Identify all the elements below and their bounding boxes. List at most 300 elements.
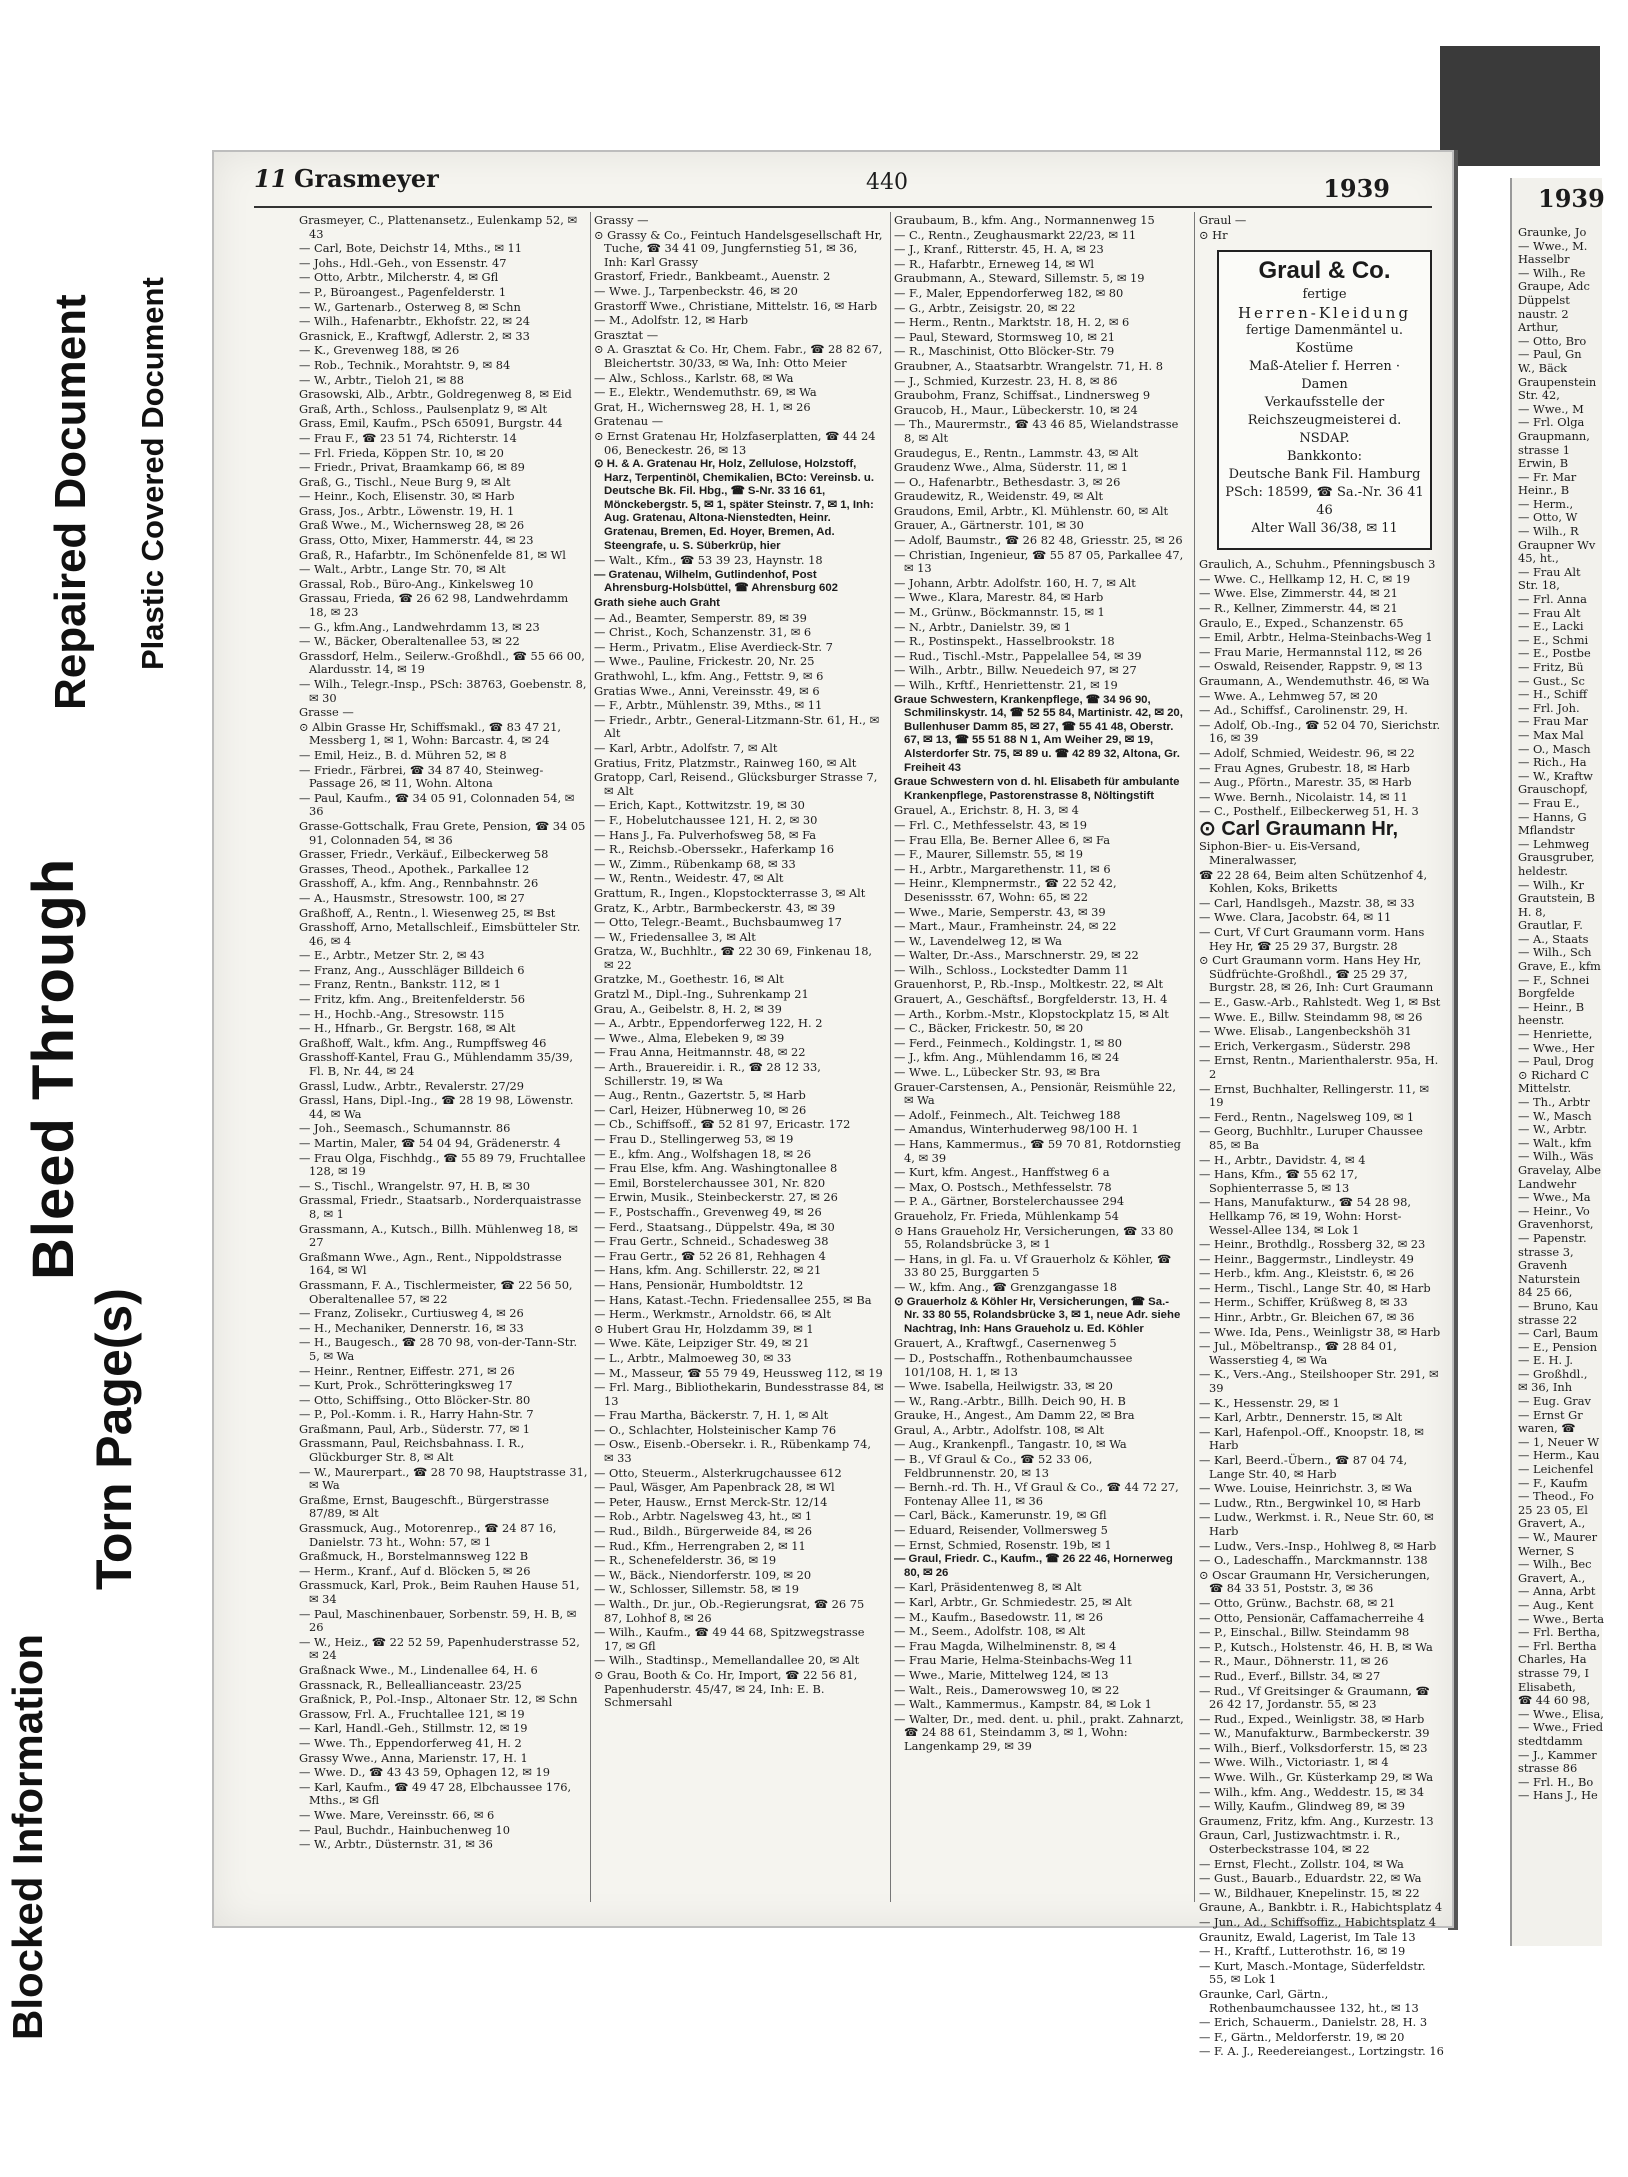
adjacent-page-line: — Frau Alt	[1518, 605, 1581, 620]
directory-entry: — A., Hausmstr., Stresowstr. 100, ✉ 27	[299, 890, 525, 905]
directory-entry: — Christian, Ingenieur, ☎ 55 87 05, Parkallee 47, ✉ 13	[894, 547, 1184, 576]
directory-entry: — Rud., Exped., Weinligstr. 38, ✉ Harb	[1199, 1711, 1425, 1726]
directory-entry: — K., Grevenweg 188, ✉ 26	[299, 343, 460, 358]
directory-entry: — Wwe. Käte, Leipziger Str. 49, ✉ 21	[594, 1336, 810, 1351]
directory-entry: — W., Manufakturw., Barmbeckerstr. 39	[1199, 1726, 1430, 1741]
directory-entry: Grasshoff, A., kfm. Ang., Rennbahnstr. 26	[299, 876, 539, 891]
adjacent-page-line: Hasselbr	[1518, 252, 1570, 267]
adjacent-page-line: — Wilh., Wäs	[1518, 1149, 1594, 1164]
advertisement-box	[1217, 250, 1432, 550]
directory-entry: Grassl, Hans, Dipl.-Ing., ☎ 28 19 98, Löwenstr. 44, ✉ Wa	[299, 1093, 574, 1121]
directory-entry: — Ernst, Rentn., Marienthalerstr. 95a, H. 2	[1199, 1053, 1439, 1081]
directory-entry: Graß, R., Hafarbtr., Im Schönenfelde 81, ✉ Wl	[299, 547, 566, 562]
adjacent-page-line: — Bruno, Kau	[1518, 1298, 1599, 1313]
adjacent-page-line: ✉ 36, Inh	[1518, 1380, 1573, 1395]
directory-entry: — F., Maurer, Sillemstr. 55, ✉ 19	[894, 847, 1083, 862]
directory-entry: — F., Gärtn., Meldorferstr. 19, ✉ 20	[1199, 2029, 1405, 2044]
directory-entry: Grauer, A., Gärtnerstr. 101, ✉ 30	[894, 518, 1084, 533]
directory-entry: — Wilh., Arbtr., Billw. Neuedeich 97, ✉ 27	[894, 663, 1137, 678]
directory-entry: — R., Maur., Döhnerstr. 11, ✉ 26	[1199, 1654, 1389, 1669]
adjacent-page-line: 45, ht.,	[1518, 551, 1559, 566]
directory-entry: Grasowski, Alb., Arbtr., Goldregenweg 8, ✉ Eid	[299, 387, 572, 402]
directory-entry: — Fritz, kfm. Ang., Breitenfelderstr. 56	[299, 992, 525, 1007]
directory-entry: — Frau Anna, Heitmannstr. 48, ✉ 22	[594, 1045, 806, 1060]
directory-entry: Graßme, Ernst, Baugeschft., Bürgerstrasse 87/89, ✉ Alt	[299, 1492, 549, 1521]
directory-entry: Graudegus, E., Rentn., Lammstr. 43, ✉ Alt	[894, 445, 1139, 460]
directory-entry: — Wwe. Elisab., Langenbeckshöh 31	[1199, 1024, 1412, 1039]
directory-entry: — Heinr., Baggermstr., Lindleystr. 49	[1199, 1251, 1414, 1266]
directory-entry: — O., Hafenarbtr., Bethesdastr. 3, ✉ 26	[894, 474, 1121, 489]
directory-entry: — Joh., Seemasch., Schumannstr. 86	[299, 1121, 511, 1136]
adjacent-page-line: — H., Schiff	[1518, 687, 1588, 702]
directory-entry: Graßnick, P., Pol.-Insp., Altonaer Str. 12, ✉ Schn	[299, 1692, 578, 1707]
directory-entry: ⊙ A. Grasztat & Co. Hr, Chem. Fabr., ☎ 28 82 67, Bleichertstr. 30/33, ✉ Wa, Inh: Otto Meier	[594, 342, 883, 370]
adjacent-page-line: — Paul, Drog	[1518, 1054, 1594, 1069]
directory-entry: — Ernst, Flecht., Zollstr. 104, ✉ Wa	[1199, 1856, 1404, 1871]
adjacent-page-line: — Th., Arbtr	[1518, 1095, 1590, 1109]
directory-entry: — Mart., Maur., Framheinstr. 24, ✉ 22	[894, 919, 1117, 934]
directory-entry: — Frau D., Stellingerweg 53, ✉ 19	[594, 1132, 794, 1146]
directory-entry: — Wwe. Clara, Jacobstr. 64, ✉ 11	[1199, 910, 1392, 925]
directory-entry: Grassy Wwe., Anna, Marienstr. 17, H. 1	[299, 1750, 528, 1765]
adjacent-page-line: — Heinr., B	[1518, 999, 1585, 1014]
directory-entry: — Ernst, Schmied, Rosenstr. 19b, ✉ 1	[894, 1537, 1112, 1552]
directory-entry: — Otto, Telegr.-Beamt., Buchsbaumweg 17	[594, 915, 842, 930]
adjacent-page-line: — Fr. Mar	[1518, 469, 1577, 484]
directory-entry: Grass, Emil, Kaufm., PSch 65091, Burgstr. 44	[299, 416, 563, 431]
adjacent-page-line: Arthur,	[1518, 320, 1559, 335]
directory-entry: Gratopp, Carl, Reisend., Glücksburger Strasse 7, ✉ Alt	[594, 770, 878, 798]
directory-entry: ⊙ Grau, Booth & Co. Hr, Import, ☎ 22 56 81, Papenhuderstr. 45/47, ✉ 24, Inh: E. B. Schmersahl	[594, 1667, 858, 1710]
directory-entry: Graubohm, Franz, Schiffsat., Lindnersweg 9	[894, 388, 1151, 403]
directory-entry: Grassnack, R., Belleallianceastr. 23/25	[299, 1677, 522, 1692]
directory-entry: — Otto, Grünw., Bachstr. 68, ✉ 21	[1199, 1595, 1396, 1610]
directory-entry: — Rud., Everf., Billstr. 34, ✉ 27	[1199, 1668, 1381, 1683]
directory-entry: — H., Hochb.-Ang., Stresowstr. 115	[299, 1006, 505, 1021]
directory-entry: — Heinr., Brothdlg., Rossberg 32, ✉ 23	[1199, 1237, 1426, 1252]
directory-entry: — H., Mechaniker, Dennerstr. 16, ✉ 33	[299, 1320, 524, 1335]
adjacent-page-line: — Frl. Anna	[1518, 592, 1587, 607]
directory-entry: — Jun., Ad., Schiffsoffiz., Habichtsplatz 4	[1199, 1915, 1437, 1929]
directory-entry: — W., kfm. Ang., ☎ Grenzgangasse 18	[894, 1279, 1117, 1294]
directory-entry: — Rud., Vf Greitsinger & Graumann, ☎ 26 42 17, Jordanstr. 55, ✉ 23	[1199, 1683, 1430, 1712]
adjacent-page-line: Gravert, A.,	[1518, 1516, 1586, 1531]
directory-entry: Graueholz, Fr. Frieda, Mühlenkamp 54	[894, 1208, 1119, 1223]
adjacent-page-fragment	[1510, 178, 1605, 1946]
directory-entry: — Friedr., Privat, Braamkamp 66, ✉ 89	[299, 460, 525, 475]
directory-entry: — O., Schlachter, Holsteinischer Kamp 76	[594, 1422, 837, 1437]
directory-entry: — Ludw., Rtn., Bergwinkel 10, ✉ Harb	[1199, 1495, 1421, 1510]
adjacent-page-line: Grauschopf,	[1518, 782, 1588, 797]
adjacent-page-line: — Herm.,	[1518, 496, 1574, 511]
directory-entry: Graue Schwestern, Krankenpflege, ☎ 34 96 90, Schmilinskystr. 14, ☎ 52 55 84, Martinistr. 42, ✉ 20, Bullenhuser Damm 85, ✉ 27, ☎ 55 41 48, Oberstr. 67, ✉ 13, ☎ 55 51 88 N 1, Am Weiher 29, ✉ 19, Alsterdorfer Str. 75, ✉ 89 u. ☎ 42 89 32, Altona, Gr. Freiheit 43	[894, 693, 1183, 774]
adjacent-page-line: — Wilh., Re	[1518, 265, 1586, 280]
directory-entry: Graumann, A., Wendemuthstr. 46, ✉ Wa	[1199, 673, 1430, 688]
adjacent-page-line: strasse 3,	[1518, 1244, 1574, 1259]
directory-entry: — Frau Olga, Fischhdg., ☎ 55 89 79, Fruchtallee 128, ✉ 19	[299, 1150, 586, 1179]
directory-entry: — Aug., Rentn., Gazertstr. 5, ✉ Harb	[594, 1088, 806, 1103]
adjacent-page-line: heldestr.	[1518, 863, 1568, 878]
directory-entry: Gratza, W., Buchhltr., ☎ 22 30 69, Finkenau 18, ✉ 22	[594, 944, 873, 972]
adjacent-page-line: — A., Staats	[1518, 931, 1589, 946]
directory-entry: — Aug., Krankenpfl., Tangastr. 10, ✉ Wa	[894, 1437, 1127, 1452]
directory-entry: — W., Bildhauer, Knepelinstr. 15, ✉ 22	[1199, 1885, 1420, 1900]
adjacent-page-line: — F., Kaufm	[1518, 1475, 1588, 1490]
directory-entry: — Kurt, kfm. Angest., Hanffstweg 6 a	[894, 1165, 1110, 1180]
directory-entry: — P., Kutsch., Holstenstr. 46, H. B, ✉ Wa	[1199, 1639, 1433, 1654]
adjacent-page-line: Graupenstein	[1518, 374, 1597, 389]
directory-entry: — Wwe. Isabella, Heilwigstr. 33, ✉ 20	[894, 1379, 1113, 1394]
directory-entry: Grassmann, Paul, Reichsbahnass. I. R., Glückburger Str. 8, ✉ Alt	[299, 1436, 525, 1465]
adjacent-page-line: Elisabeth,	[1518, 1679, 1576, 1694]
directory-entry: — Willy, Kaufm., Glindweg 89, ✉ 39	[1199, 1799, 1405, 1814]
directory-entry: Grasse —	[299, 705, 354, 720]
directory-entry: Gratzke, M., Goethestr. 16, ✉ Alt	[594, 972, 784, 987]
directory-entry: — Franz, Ang., Ausschläger Billdeich 6	[299, 962, 525, 977]
adjacent-page-line: — Wilh., R	[1518, 524, 1579, 539]
directory-entry: Graßhoff, Walt., kfm. Ang., Rumpffsweg 46	[299, 1035, 547, 1050]
directory-entry: — Wwe. D., ☎ 43 43 59, Ophagen 12, ✉ 19	[299, 1765, 550, 1780]
directory-entry: Graß, G., Tischl., Neue Burg 9, ✉ Alt	[299, 474, 511, 489]
directory-entry: — Otto, Steuerm., Alsterkrugchaussee 612	[594, 1465, 842, 1480]
directory-entry: Graumenz, Fritz, kfm. Ang., Kurzestr. 13	[1199, 1813, 1434, 1828]
adjacent-page-line: — Lehmweg	[1518, 836, 1590, 851]
directory-entry: — Karl, Arbtr., Gr. Schmiedestr. 25, ✉ Alt	[894, 1595, 1132, 1609]
directory-entry: — Max, O. Postsch., Methfesselstr. 78	[894, 1179, 1112, 1194]
directory-entry: — Erich, Schauerm., Danielstr. 28, H. 3	[1199, 2015, 1428, 2030]
adjacent-page-line: — Leichenfel	[1518, 1462, 1594, 1477]
directory-entry: Gratenau —	[594, 414, 664, 429]
directory-entry: — Th., Maurermstr., ☎ 43 46 85, Wielandstrasse 8, ✉ Alt	[894, 417, 1179, 445]
directory-entry: — Cb., Schiffsoff., ☎ 52 81 97, Ericastr. 172	[594, 1117, 851, 1132]
directory-entry: — Wwe. C., Hellkamp 12, H. C, ✉ 19	[1199, 571, 1411, 586]
column-4-top	[1199, 214, 1444, 242]
column-4-list	[1199, 558, 1444, 2059]
directory-entry: — Frl. Frieda, Köppen Str. 10, ✉ 20	[299, 445, 504, 460]
side-label-torn: Torn Page(s)	[86, 1288, 142, 1590]
directory-entry: — Karl, Handl.-Geh., Stillmstr. 12, ✉ 19	[299, 1721, 528, 1736]
directory-entry: — Emil, Heiz., B. d. Mühren 52, ✉ 8	[299, 747, 507, 762]
adjacent-page-line: — Herm., Kau	[1518, 1448, 1600, 1463]
directory-entry: — Frau Gertr., Schneid., Schadesweg 38	[594, 1234, 829, 1249]
directory-entry: — Heinr., Klempnermstr., ☎ 22 52 42, Desenissstr. 67, Wohn: 65, ✉ 22	[894, 876, 1117, 904]
adjacent-page-line: — Großhdl.,	[1518, 1366, 1588, 1381]
directory-entry: — Wwe. Bernh., Nicolaistr. 14, ✉ 11	[1199, 789, 1408, 804]
directory-entry: — Frau Martha, Bäckerstr. 7, H. 1, ✉ Alt	[594, 1408, 829, 1423]
ad-line: Maß-Atelier f. Herren · Damen	[1249, 359, 1400, 393]
adjacent-page-line: — E., Pension	[1518, 1339, 1598, 1354]
directory-entry: — Frau Ella, Be. Berner Allee 6, ✉ Fa	[894, 832, 1110, 847]
adjacent-page-line: — Paul, Gn	[1518, 347, 1582, 362]
directory-entry: — W., Bäcker, Oberaltenallee 53, ✉ 22	[299, 634, 520, 649]
directory-entry: — Wwe. L., Lübecker Str. 93, ✉ Bra	[894, 1065, 1101, 1080]
directory-entry: — Wilh., Telegr.-Insp., PSch: 38763, Goebenstr. 8, ✉ 30	[299, 677, 587, 705]
directory-entry: — Kurt, Masch.-Montage, Süderfeldstr. 55, ✉ Lok 1	[1199, 1958, 1426, 1987]
directory-entry: — Ferd., Feinmech., Koldingstr. 1, ✉ 80	[894, 1035, 1123, 1050]
directory-entry: ⊙ Hubert Grau Hr, Holzdamm 39, ✉ 1	[594, 1321, 814, 1336]
directory-entry: Graun, Carl, Justizwachtmstr. i. R., Osterbeckstrasse 104, ✉ 22	[1199, 1828, 1401, 1857]
directory-entry: — Herm., Werkmstr., Arnoldstr. 66, ✉ Alt	[594, 1307, 831, 1322]
directory-entry: — Paul, Buchdr., Hainbuchenweg 10	[299, 1822, 510, 1837]
directory-entry: — Aug., Pförtn., Marestr. 35, ✉ Harb	[1199, 775, 1412, 790]
header-letter: 11	[254, 164, 288, 193]
directory-entry: — D., Postschaffn., Rothenbaumchaussee 101/108, H. 1, ✉ 13	[894, 1350, 1133, 1379]
directory-entry: Grass, Jos., Arbtr., Löwenstr. 19, H. 1	[299, 503, 515, 518]
adjacent-page-line: heenstr.	[1518, 1013, 1565, 1028]
directory-entry: — R., Maschinist, Otto Blöcker-Str. 79	[894, 344, 1115, 359]
directory-entry: — Wilh., Stadtinsp., Memellandallee 20, ✉ Alt	[594, 1653, 860, 1668]
directory-entry: — Erich, Verkergasm., Süderstr. 298	[1199, 1038, 1411, 1053]
adjacent-page-line: ☎ 44 60 98,	[1518, 1693, 1591, 1708]
directory-entry: — Kurt, Prok., Schrötteringksweg 17	[299, 1378, 513, 1393]
adjacent-page-line: — Wwe., M.	[1518, 238, 1588, 253]
adjacent-page-line: 84 25 66,	[1518, 1285, 1573, 1300]
adjacent-page-line: Heinr., B	[1518, 483, 1570, 498]
directory-entry: — Rob., Technik., Morahtstr. 9, ✉ 84	[299, 357, 511, 372]
adjacent-page-line: — Hanns, G	[1518, 809, 1587, 824]
directory-entry: ⊙ H. & A. Gratenau Hr, Holz, Zellulose, Holzstoff, Harz, Terpentinöl, Chemikalien, BCto: Vereinsb. u. Deutsche Bk. Fil. Hbg., ☎ S-Nr. 33 16 61, Mönckebergstr. 5, ✉ 1, später Steinstr. 7, ✉ 1, Inh: Aug. Gratenau, Altona-Nienstedten, Heinr. Gratenau, Bremen, Ed. Hoyer, Bremen, Ad. Steengrafe, u. S. Süberkrüp, hier	[594, 458, 875, 552]
directory-entry: — H., Arbtr., Margarethenstr. 11, ✉ 6	[894, 861, 1111, 876]
ad-line: fertige	[1302, 287, 1347, 303]
directory-entry: — Wwe., Marie, Semperstr. 43, ✉ 39	[894, 904, 1106, 919]
directory-entry: — Carl, Handlsgeh., Mazstr. 38, ✉ 33	[1199, 895, 1415, 910]
directory-entry: Graul —	[1199, 213, 1247, 227]
directory-entry: Grassl, Ludw., Arbtr., Revalerstr. 27/29	[299, 1078, 525, 1093]
directory-entry: Grath siehe auch Graht	[594, 597, 720, 610]
directory-entry: — Peter, Hausw., Ernst Merck-Str. 12/14	[594, 1494, 828, 1509]
directory-entry: — Wwe. E., Billw. Steindamm 98, ✉ 26	[1199, 1009, 1423, 1024]
directory-column-1	[299, 214, 589, 1853]
adjacent-page-year: 1939	[1538, 184, 1605, 213]
directory-entry: — A., Arbtr., Eppendorferweg 122, H. 2	[594, 1016, 823, 1031]
ad-title: Graul & Co.	[1258, 257, 1391, 285]
header-year: 1939	[1323, 174, 1390, 203]
adjacent-page-line: — Frau Alt	[1518, 564, 1581, 579]
directory-entry: — Heinr., Rentner, Eiffestr. 271, ✉ 26	[299, 1363, 515, 1378]
adjacent-page-line: Werner, S	[1518, 1543, 1575, 1558]
directory-entry: ⊙ Oscar Graumann Hr, Versicherungen, ☎ 84 33 51, Poststr. 3, ✉ 36	[1199, 1567, 1430, 1596]
directory-entry: Graßmann Wwe., Agn., Rent., Nippoldstrasse 164, ✉ Wl	[299, 1249, 562, 1278]
directory-entry: — Christ., Koch, Schanzenstr. 31, ✉ 6	[594, 625, 812, 640]
adjacent-page-line: — E., Lacki	[1518, 619, 1584, 634]
directory-entry: — M., Adolfstr. 12, ✉ Harb	[594, 313, 748, 328]
directory-entry: — Johann, Arbtr. Adolfstr. 160, H. 7, ✉ Alt	[894, 575, 1136, 590]
directory-column-3	[894, 214, 1184, 1755]
directory-entry: — Wwe., Alma, Elebeken 9, ✉ 39	[594, 1030, 785, 1045]
directory-entry: — Arth., Brauereidir. i. R., ☎ 28 12 33, Schillerstr. 19, ✉ Wa	[594, 1060, 821, 1088]
directory-entry: — C., Rentn., Zeughausmarkt 22/23, ✉ 11	[894, 227, 1137, 242]
directory-entry: — H., Hfnarb., Gr. Bergstr. 168, ✉ Alt	[299, 1021, 516, 1036]
directory-entry: Grau, A., Geibelstr. 8, H. 2, ✉ 39	[594, 1001, 782, 1016]
directory-entry: Graune, A., Bankbtr. i. R., Habichtsplatz 4	[1199, 1900, 1443, 1915]
directory-entry: — Friedr., Färbrei, ☎ 34 87 40, Steinweg-Passage 26, ✉ 11, Wohn. Altona	[299, 762, 544, 791]
directory-entry: — C., Posthelf., Eilbeckerweg 51, H. 3	[1199, 804, 1419, 819]
adjacent-page-line: — Wilh., Sch	[1518, 945, 1592, 960]
directory-entry: — Carl, Heizer, Hübnerweg 10, ✉ 26	[594, 1102, 807, 1117]
directory-entry: Siphon-Bier- u. Eis-Versand, Mineralwasser,	[1199, 839, 1361, 868]
directory-entry: — W., Gartenarb., Osterweg 8, ✉ Schn	[299, 299, 521, 314]
directory-entry: Graß Wwe., M., Wichernsweg 28, ✉ 26	[299, 518, 525, 533]
adjacent-page-line: strasse 86	[1518, 1761, 1578, 1776]
directory-entry: Grasshoff-Kantel, Frau G., Mühlendamm 35/39, Fl. B, Nr. 44, ✉ 24	[299, 1050, 574, 1079]
directory-entry: — Paul, Kaufm., ☎ 34 05 91, Colonnaden 54, ✉ 36	[299, 790, 575, 819]
directory-entry: Grasses, Theod., Apothek., Parkallee 12	[299, 861, 530, 876]
side-label-plastic: Plastic Covered Document	[135, 277, 170, 670]
adjacent-page-line: Graupner Wv	[1518, 537, 1596, 552]
adjacent-page-line: Str. 18,	[1518, 578, 1560, 593]
directory-entry: — P. A., Gärtner, Borstelerchaussee 294	[894, 1194, 1125, 1209]
directory-entry: — Johs., Hdl.-Geh., von Essenstr. 47	[299, 255, 507, 270]
directory-entry: — Amandus, Winterhuderweg 98/100 H. 1	[894, 1122, 1139, 1137]
directory-entry: — Karl, Präsidentenweg 8, ✉ Alt	[894, 1580, 1082, 1595]
directory-entry: — Rob., Arbtr. Nagelsweg 43, ht., ✉ 1	[594, 1509, 813, 1524]
directory-entry: — R., Kellner, Zimmerstr. 44, ✉ 21	[1199, 600, 1398, 615]
directory-entry: — Walter, Dr.-Ass., Marschnerstr. 29, ✉ 22	[894, 948, 1139, 963]
directory-entry: — Gratenau, Wilhelm, Gutlindenhof, Post Ahrensburg-Holsbüttel, ☎ Ahrensburg 602	[594, 568, 839, 595]
directory-entry: — F., Hobelutchaussee 121, H. 2, ✉ 30	[594, 812, 818, 827]
directory-entry: ⊙ Ernst Gratenau Hr, Holzfaserplatten, ☎ 44 24 06, Beneckestr. 26, ✉ 13	[594, 428, 876, 457]
directory-entry: Grauer-Carstensen, A., Pensionär, Reismühle 22, ✉ Wa	[894, 1079, 1176, 1108]
directory-entry: — R., Schenefelderstr. 36, ✉ 19	[594, 1553, 777, 1568]
directory-entry: Grassal, Rob., Büro-Ang., Kinkelsweg 10	[299, 576, 534, 591]
adjacent-page-line: strasse 1	[1518, 442, 1570, 457]
directory-entry: — Walth., Dr. jur., Ob.-Regierungsrat, ☎ 26 75 87, Lohhof 8, ✉ 26	[594, 1597, 865, 1625]
directory-entry: Grassmuck, Aug., Motorenrep., ☎ 24 87 16, Danielstr. 73 ht., Wohn: 57, ✉ 1	[299, 1521, 557, 1549]
directory-entry: Graudenz Wwe., Alma, Süderstr. 11, ✉ 1	[894, 460, 1129, 475]
directory-entry: Gratias Wwe., Anni, Vereinsstr. 49, ✉ 6	[594, 683, 820, 698]
adjacent-page-line: — Frl. Olga	[1518, 415, 1585, 430]
directory-entry: Grassmal, Friedr., Staatsarb., Norderquaistrasse 8, ✉ 1	[299, 1193, 582, 1221]
adjacent-page-line: — Gust., Sc	[1518, 673, 1585, 688]
adjacent-page-line: — Wwe., Her	[1518, 1040, 1595, 1055]
adjacent-page-line: — Frl. Joh.	[1518, 700, 1580, 715]
adjacent-page-line: Grautstein, B	[1518, 891, 1596, 906]
directory-entry: — K., Hessenstr. 29, ✉ 1	[1199, 1395, 1340, 1410]
directory-entry: — Wwe. Else, Zimmerstr. 44, ✉ 21	[1199, 586, 1398, 601]
directory-entry: — Frau Magda, Wilhelminenstr. 8, ✉ 4	[894, 1638, 1117, 1653]
directory-entry: — Walt., Kammermus., Kampstr. 84, ✉ Lok 1	[894, 1697, 1152, 1712]
adjacent-page-lines	[1518, 226, 1628, 1803]
directory-entry: — B., Vf Graul & Co., ☎ 52 33 06, Feldbrunnenstr. 20, ✉ 13	[894, 1452, 1093, 1480]
directory-entry: — Frau Marie, Hermannstal 112, ✉ 26	[1199, 644, 1423, 659]
directory-entry: — R., Reichsb.-Oberssekr., Haferkamp 16	[594, 842, 834, 857]
directory-entry: — Oswald, Reisender, Rappstr. 9, ✉ 13	[1199, 659, 1423, 674]
directory-entry: — W., Lavendelweg 12, ✉ Wa	[894, 933, 1062, 948]
adjacent-page-line: — Henriette,	[1518, 1027, 1593, 1042]
directory-entry: — Herm., Rentn., Marktstr. 18, H. 2, ✉ 6	[894, 315, 1130, 330]
directory-entry: — N., Arbtr., Danielstr. 39, ✉ 1	[894, 619, 1071, 634]
directory-entry: — Rud., Kfm., Herrengraben 2, ✉ 11	[594, 1538, 806, 1553]
directory-entry: — P., Büroangest., Pagenfelderstr. 1	[299, 284, 507, 299]
directory-entry: Graunke, Carl, Gärtn., Rothenbaumchaussee 132, ht., ✉ 13	[1199, 1986, 1419, 2015]
directory-entry: — Wwe. Mare, Vereinsstr. 66, ✉ 6	[299, 1807, 495, 1822]
side-label-repaired: Repaired Document	[46, 294, 95, 710]
ad-line: Bankkonto:	[1286, 449, 1363, 465]
adjacent-page-line: — Wwe., M	[1518, 401, 1584, 416]
directory-entry: — W., Heiz., ☎ 22 52 59, Papenhuderstrasse 52, ✉ 24	[299, 1634, 580, 1663]
scanned-page	[212, 150, 1454, 2059]
directory-entry: Gratz, K., Arbtr., Barmbeckerstr. 43, ✉ 39	[594, 900, 836, 915]
directory-entry: — Wwe. J., Tarpenbeckstr. 46, ✉ 20	[594, 283, 798, 298]
adjacent-page-line: Gravenh	[1518, 1258, 1568, 1273]
directory-entry: — Osw., Eisenb.-Obersekr. i. R., Rübenkamp 74, ✉ 33	[594, 1437, 871, 1466]
adjacent-page-line: — 1, Neuer W	[1518, 1434, 1600, 1449]
directory-entry: Grasshoff, Arno, Metallschleif., Eimsbütteler Str. 46, ✉ 4	[299, 920, 581, 948]
directory-entry: — W., Zimm., Rübenkamp 68, ✉ 33	[594, 856, 796, 871]
side-label-bleed: Bleed Through	[21, 857, 86, 1280]
directory-entry: — Hans J., Fa. Pulverhofsweg 58, ✉ Fa	[594, 827, 816, 842]
adjacent-page-line: — E. H. J.	[1518, 1353, 1574, 1368]
directory-entry: — Friedr., Arbtr., General-Litzmann-Str. 61, H., ✉ Alt	[594, 712, 880, 741]
directory-entry: — Herb., kfm. Ang., Kleiststr. 6, ✉ 26	[1199, 1266, 1415, 1281]
directory-entry: — Walt., Reis., Damerowsweg 10, ✉ 22	[894, 1682, 1120, 1697]
adjacent-page-line: — W., Masch	[1518, 1108, 1592, 1123]
directory-entry: — Frl. Marg., Bibliothekarin, Bundesstrasse 84, ✉ 13	[594, 1380, 884, 1408]
page-number: 440	[866, 170, 908, 195]
ad-line: Verkaufsstelle der	[1264, 395, 1385, 411]
directory-entry: — Alw., Schloss., Karlstr. 68, ✉ Wa	[594, 370, 794, 385]
directory-entry: — Herm., Schiffer, Krüßweg 8, ✉ 33	[1199, 1295, 1408, 1310]
directory-entry: Grat, H., Wichernsweg 28, H. 1, ✉ 26	[594, 399, 811, 414]
adjacent-page-line: Str. 42,	[1518, 388, 1560, 403]
directory-entry: — Hans, kfm. Ang. Schillerstr. 22, ✉ 21	[594, 1263, 822, 1278]
adjacent-page-line: ⊙ Richard C	[1518, 1067, 1589, 1082]
directory-entry: — Ad., Beamter, Semperstr. 89, ✉ 39	[594, 610, 807, 625]
directory-entry: Graßmuck, H., Borstelmannsweg 122 B	[299, 1549, 529, 1564]
adjacent-page-line: Grautlar, F.	[1518, 918, 1583, 933]
directory-entry: Grass, Otto, Mixer, Hammerstr. 44, ✉ 23	[299, 533, 534, 548]
directory-entry: — Graul, Friedr. C., Kaufm., ☎ 26 22 46, Hornerweg 80, ✉ 26	[894, 1553, 1173, 1579]
directory-entry: — E., kfm. Ang., Wolfshagen 18, ✉ 26	[594, 1146, 812, 1161]
directory-entry: — W., Arbtr., Tieloh 21, ✉ 88	[299, 372, 465, 387]
directory-entry: — Adolf, Ob.-Ing., ☎ 52 04 70, Sierichstr. 16, ✉ 39	[1199, 717, 1441, 746]
directory-entry: — M., Kaufm., Basedowstr. 11, ✉ 26	[894, 1609, 1103, 1624]
adjacent-page-line: — Wwe., Berta	[1518, 1611, 1604, 1626]
directory-entry: Graul, A., Arbtr., Adolfstr. 108, ✉ Alt	[894, 1422, 1104, 1437]
directory-column-4	[1199, 214, 1444, 2060]
directory-entry: — G., kfm.Ang., Landwehrdamm 13, ✉ 23	[299, 619, 540, 634]
directory-entry: Graucob, H., Maur., Lübeckerstr. 10, ✉ 24	[894, 402, 1138, 417]
adjacent-page-line: — Frl. Bertha	[1518, 1638, 1597, 1653]
ad-line: Deutsche Bank Fil. Hamburg	[1228, 467, 1421, 483]
directory-entry: — Wilh., Kaufm., ☎ 49 44 68, Spitzwegstrasse 17, ✉ Gfl	[594, 1625, 865, 1653]
adjacent-page-line: Gravenhorst,	[1518, 1217, 1594, 1232]
adjacent-page-line: Gravert, A.,	[1518, 1570, 1586, 1585]
directory-entry: — W., Rang.-Arbtr., Billh. Deich 90, H. B	[894, 1393, 1126, 1408]
ad-line: fertige Damenmäntel u. Kostüme	[1246, 323, 1403, 357]
column-rule	[890, 212, 891, 1902]
directory-entry: ⊙ Hr	[1199, 227, 1228, 242]
directory-entry: — R., Postinspekt., Hasselbrookstr. 18	[894, 634, 1115, 649]
adjacent-page-line: — Fritz, Bü	[1518, 660, 1584, 674]
ad-line: PSch: 18599, ☎ Sa.-Nr. 36 41 46	[1225, 485, 1424, 519]
directory-entry: — Frau F., ☎ 23 51 74, Richterstr. 14	[299, 430, 517, 445]
directory-entry: — Karl, Beerd.-Übern., ☎ 87 04 74, Lange Str. 40, ✉ Harb	[1199, 1453, 1408, 1481]
directory-entry: — Wilh., Schloss., Lockstedter Damm 11	[894, 962, 1129, 977]
adjacent-page-line: waren, ☎	[1518, 1421, 1576, 1436]
directory-entry: — L., Arbtr., Malmoeweg 30, ✉ 33	[594, 1350, 792, 1365]
adjacent-page-line: — Frl. Bertha,	[1518, 1625, 1601, 1640]
ad-line: Alter Wall 36/38, ✉ 11	[1251, 521, 1398, 537]
directory-entry: — J., Schmied, Kurzestr. 23, H. 8, ✉ 86	[894, 373, 1118, 388]
directory-entry: — Bernh.-rd. Th. H., Vf Graul & Co., ☎ 44 72 27, Fontenay Allee 11, ✉ 36	[894, 1480, 1179, 1508]
directory-entry: — Carl, Bote, Deichstr 14, Mths., ✉ 11	[299, 241, 523, 256]
directory-entry: — Paul, Steward, Stormsweg 10, ✉ 21	[894, 329, 1115, 344]
adjacent-page-line: — Rich., Ha	[1518, 755, 1587, 770]
adjacent-page-line: Graunke, Jo	[1518, 225, 1587, 239]
directory-entry: — Emil, Arbtr., Helma-Steinbachs-Weg 1	[1199, 630, 1433, 645]
directory-entry: — Adolf, Schmied, Weidestr. 96, ✉ 22	[1199, 745, 1415, 760]
